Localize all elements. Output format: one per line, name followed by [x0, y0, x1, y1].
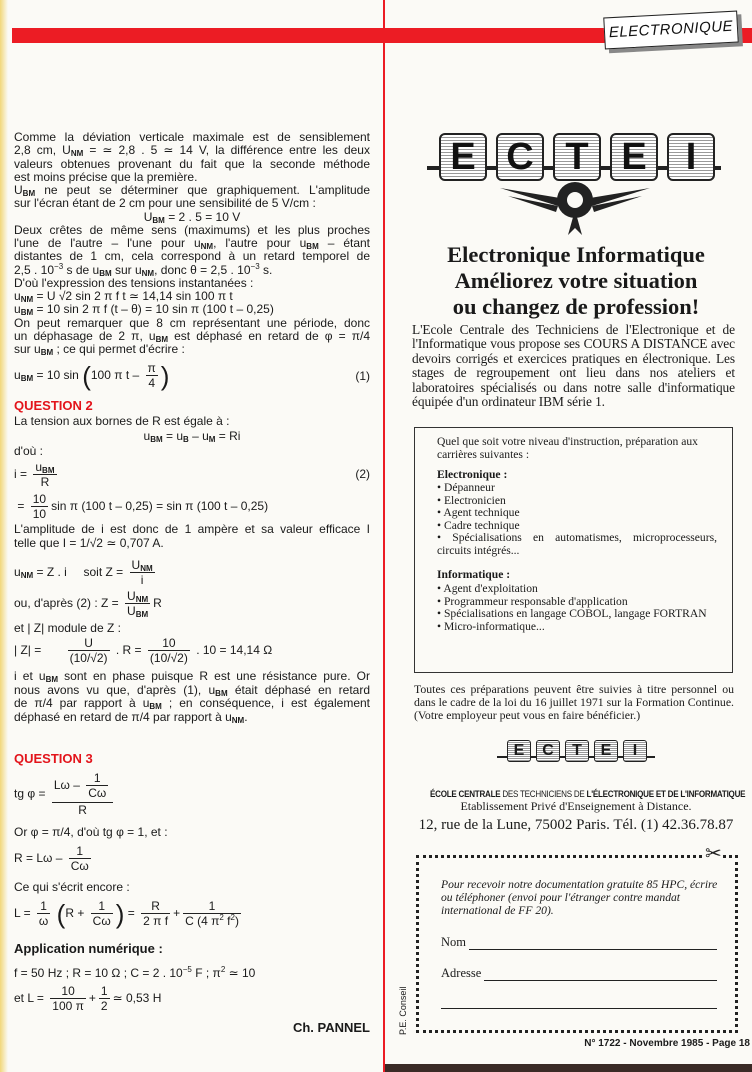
- continuing-education-note: Toutes ces préparations peuvent être suivies à titre personnel ou dans le cadre de la loi du 16 juillet 1971 sur la Formation Continue. (Votre employeur peut vous en faire bénéficier.): [414, 682, 734, 722]
- eq-text: i =: [14, 467, 28, 482]
- careers-box: [414, 427, 733, 673]
- school-name-part: DES TECHNICIENS DE: [500, 789, 587, 800]
- eq-text: =: [127, 906, 135, 921]
- eq-num: 1: [37, 900, 50, 914]
- equation: $U_{BM} = 2$ . 5 = 10 V: [143, 210, 241, 225]
- logo-letter: E: [439, 133, 487, 181]
- author: Ch. PANNEL: [292, 1020, 370, 1035]
- address-label: Adresse: [441, 966, 482, 980]
- list-item: • Electronicien: [437, 493, 506, 507]
- text-line: telle que I = 1/√2 ≃ 0,707 A.: [14, 536, 164, 550]
- equation-6: [14, 772, 370, 817]
- list-item: • Micro-informatique...: [437, 619, 545, 633]
- electronique-heading: Electronique :: [437, 468, 508, 481]
- text-line: nous avons vu que, d'après (1), $u_{BM}$ était déphasé en retard: [14, 683, 370, 698]
- eq-den: C (4 $\pi^2$ $f^2$): [185, 913, 239, 928]
- text-line: $u_{NM} = U$ √2 sin 2 π f t ≃ 14,14 sin 100 π t: [14, 289, 233, 304]
- establishment: Etablissement Privé d'Enseignement à Distance.: [460, 799, 692, 813]
- eq-num: 1: [69, 845, 91, 859]
- list-item: • Agent d'exploitation: [437, 582, 538, 595]
- ectei-logo: [427, 130, 721, 182]
- eq-den: 100 π: [52, 999, 84, 1013]
- logo-letter: C: [496, 133, 544, 181]
- equation-5: [14, 637, 370, 665]
- text-line: i et $u_{BM}$ sont en phase puisque R est une résistance pure. Or: [14, 669, 370, 684]
- text-line: est moins précise que la première.: [14, 170, 198, 184]
- eq-text: tg φ =: [14, 786, 46, 801]
- eq-text: . R =: [115, 643, 142, 658]
- logo-letter: E: [610, 133, 658, 181]
- logo-letter: T: [553, 133, 601, 181]
- headline-line: Electronique Informatique: [447, 242, 705, 267]
- application-heading: Application numérique :: [14, 941, 163, 956]
- page-edge: [0, 0, 8, 1072]
- eq-den: ω: [38, 914, 49, 928]
- text-line: 2,5 . $10^{-3}$ s de $u_{BM}$ sur $u_{NM}$, donc θ = 2,5 . $10^{-3}$ s.: [14, 262, 273, 278]
- eq-text: sin π (100 t – 0,25) = sin π (100 t – 0,25): [51, 499, 269, 514]
- eq-text: Lω –: [53, 778, 80, 793]
- text-line: un déphasage de 2 π, $u_{BM}$ est déphasé en retard de φ = π/4: [14, 329, 371, 344]
- equation-2: [14, 461, 370, 489]
- eq-den: $U_{BM}$: [127, 604, 149, 619]
- equation-9: [14, 985, 370, 1013]
- informatique-list: [437, 583, 717, 633]
- eq-num: $U_{NM}$: [127, 589, 149, 604]
- eq-text: R: [153, 596, 162, 611]
- agency-credit: P.E. Conseil: [398, 986, 408, 1035]
- equation: $u_{BM} = u_B - u_M = Ri$: [143, 429, 241, 444]
- section-tag: ELECTRONIQUE: [603, 11, 738, 50]
- address-line-2-field[interactable]: [441, 996, 717, 1009]
- eq-text: $u_{NM} = Z$ . i: [14, 565, 67, 581]
- scissors-icon: ✂: [705, 843, 722, 865]
- text-line: d'où :: [14, 444, 43, 458]
- eq-text: ≃ 0,53 H: [112, 991, 162, 1006]
- column-divider: [383, 0, 385, 1072]
- eq-den: 10: [32, 507, 47, 521]
- question-2-heading: QUESTION 2: [14, 398, 93, 413]
- text-line: sur l'écran étant de 2 cm pour une sensibilité de 5 V/cm :: [14, 196, 316, 210]
- text-line: déphasé en retard de π/4 par rapport à $u_{NM}$.: [14, 710, 248, 725]
- headline-line: Améliorez votre situation: [454, 268, 698, 293]
- eq-text: R +: [65, 906, 85, 921]
- equation-1: $u_{BM} = 10$ sin (100 π t – $\frac{\pi}{4}$ ) (1): [14, 361, 370, 391]
- careers-intro: Quel que soit votre niveau d'instruction, préparation aux carrières suivantes :: [437, 435, 698, 461]
- text-line: Or φ = π/4, d'où tg φ = 1, et :: [14, 825, 168, 839]
- eq-num: 1: [100, 984, 108, 998]
- ad-intro: L'Ecole Centrale des Techniciens de l'Electronique et de l'Informatique vous propose ses COURS A DISTANCE avec devoirs corrigés et exercices pratiques en électronique. Les stages de regroupement ont lieu dans nos ateliers et laboratoires spécialisés ou dans notre salle d'informatique équipée d'un ordinateur IBM série 1.: [412, 322, 735, 410]
- text-line: $U_{BM}$ ne peut se déterminer que graphiquement. L'amplitude: [14, 183, 370, 198]
- eq-text: et L =: [14, 991, 44, 1006]
- equation-8: L = $\frac{1}{\omega}$ (R + $\frac{1}{C\omega}$ ) = $\frac{R}{\text{2 π f}}$ + $\frac{1}{C (4 \pi^2 f^2)}$: [14, 899, 239, 929]
- logo-letter: E: [594, 740, 618, 762]
- text-line: sur $u_{BM}$ ; ce qui permet d'écrire :: [14, 342, 185, 357]
- eq-den: (10/√2): [149, 651, 188, 665]
- name-field[interactable]: [441, 935, 717, 950]
- eq-den: R: [78, 803, 87, 817]
- equation-2b: [14, 493, 370, 521]
- eq-num: 1: [183, 900, 241, 914]
- eq-num: 10: [148, 637, 190, 651]
- eq-text: . 10 = 14,14 Ω: [196, 643, 273, 658]
- text-line: valeurs obtenues provenant du fait que la seconde méthode: [14, 157, 370, 171]
- text-line: $u_{BM} = 10$ sin 2 π f (t – θ) = 10 sin π (100 t – 0,25): [14, 302, 274, 317]
- list-item: • Agent technique: [437, 506, 520, 520]
- eq-num: $u_{BM}$: [35, 460, 55, 475]
- equation-number: (1): [355, 369, 370, 383]
- logo-letter: C: [536, 740, 560, 762]
- ectei-small-logo: [507, 740, 645, 764]
- text-line: On peut remarquer que 8 cm représentant une période, donc: [14, 316, 370, 330]
- eq-den: (10/√2): [69, 651, 108, 665]
- eq-den: Cω: [70, 859, 89, 873]
- eq-den: Cω: [88, 786, 107, 800]
- winged-gear-emblem-icon: [500, 180, 650, 235]
- eq-den: i: [140, 573, 144, 587]
- eq-num: 1: [91, 900, 113, 914]
- list-item: • Spécialisations en langage COBOL, langage FORTRAN: [437, 607, 707, 621]
- eq-text: R = Lω –: [14, 851, 63, 866]
- text-line: La tension aux bornes de R est égale à :: [14, 414, 230, 428]
- school-name-part: ÉCOLE CENTRALE: [430, 789, 501, 800]
- page-footer: N° 1722 - Novembre 1985 - Page 18: [584, 1038, 750, 1049]
- text-line: 2,8 cm, $U_{NM}$ = ≃ 2,8 . 5 ≃ 14 V, la différence entre les deux: [14, 143, 370, 158]
- request-coupon[interactable]: [416, 855, 738, 1033]
- headline-line: ou changez de profession!: [452, 294, 700, 319]
- name-label: Nom: [441, 935, 466, 949]
- list-item: • Spécialisations en automatismes, microprocesseurs, circuits intégrés...: [437, 531, 717, 557]
- eq-text: ou, d'après (2) : Z =: [14, 596, 119, 611]
- eq-text: soit Z =: [83, 565, 124, 580]
- bottom-band: [385, 1064, 752, 1072]
- logo-letter: T: [565, 740, 589, 762]
- eq-text: 100 π t –: [90, 368, 140, 383]
- eq-den: Cω: [92, 914, 111, 928]
- logo-letter: I: [667, 133, 715, 181]
- eq-den: 4: [148, 376, 155, 390]
- informatique-heading: Informatique :: [437, 568, 511, 581]
- text-line: l'une de l'autre – l'une pour $u_{NM}$, l'autre pour $u_{BM}$ – étant: [14, 236, 371, 251]
- question-3-heading: QUESTION 3: [14, 751, 93, 766]
- list-item: • Cadre technique: [437, 518, 520, 532]
- text-line: Deux crêtes de même sens (maximums) et les plus proches: [14, 223, 370, 237]
- text-line: distantes de 1 cm, cela correspond à un retard temporel de: [14, 249, 370, 263]
- eq-num: 1: [86, 772, 108, 786]
- list-item: • Dépanneur: [437, 481, 495, 494]
- text-line: D'où l'expression des tensions instantanées :: [14, 276, 254, 290]
- address-field[interactable]: [441, 966, 717, 981]
- eq-text: L =: [14, 906, 31, 921]
- text-line: de π/4 par rapport à $u_{BM}$ ; en conséquence, i est également: [14, 696, 370, 711]
- equation-3: [14, 559, 370, 587]
- list-item: • Programmeur responsable d'application: [437, 594, 628, 608]
- eq-num: π: [147, 361, 156, 375]
- text-line: et | Z| module de Z :: [14, 621, 121, 635]
- text-line: f = 50 Hz ; R = 10 Ω ; C = 2 . $10^{-5}$ F ; $\pi^2$ ≃ 10: [14, 965, 256, 980]
- coupon-text: Pour recevoir notre documentation gratuite 85 HPC, écrire ou téléphoner (envoi pour l'étranger contre mandat international de FF 20).: [441, 878, 718, 917]
- eq-den: 2 π f: [143, 914, 169, 928]
- eq-text: | Z| =: [14, 643, 42, 658]
- logo-letter: I: [623, 740, 647, 762]
- school-name-part: L'ÉLECTRONIQUE ET DE L'INFORMATIQUE: [586, 789, 746, 800]
- text-line: Ce qui s'écrit encore :: [14, 880, 130, 894]
- text-line: Comme la déviation verticale maximale est de sensiblement: [14, 130, 370, 144]
- eq-num: $U_{NM}$: [131, 558, 153, 573]
- eq-num: 10: [32, 492, 47, 506]
- eq-den: R: [40, 475, 50, 489]
- school-address: 12, rue de la Lune, 75002 Paris. Tél. (1) 42.36.78.87: [418, 817, 734, 833]
- eq-num: U: [68, 637, 110, 651]
- logo-letter: E: [507, 740, 531, 762]
- equation-4: [14, 590, 370, 618]
- equation-7: [14, 845, 370, 873]
- equation-number: (2): [355, 467, 370, 481]
- eq-num: R: [141, 900, 170, 914]
- eq-den: 2: [100, 999, 108, 1013]
- text-line: L'amplitude de i est donc de 1 ampère et sa valeur efficace I: [14, 522, 370, 536]
- eq-num: 10: [50, 985, 86, 999]
- eq-text: +: [88, 991, 96, 1006]
- eq-text: $u_{BM} = 10$ sin: [14, 368, 79, 384]
- eq-text: +: [173, 906, 181, 921]
- eq-text: =: [17, 499, 25, 514]
- electronique-list: [437, 482, 717, 558]
